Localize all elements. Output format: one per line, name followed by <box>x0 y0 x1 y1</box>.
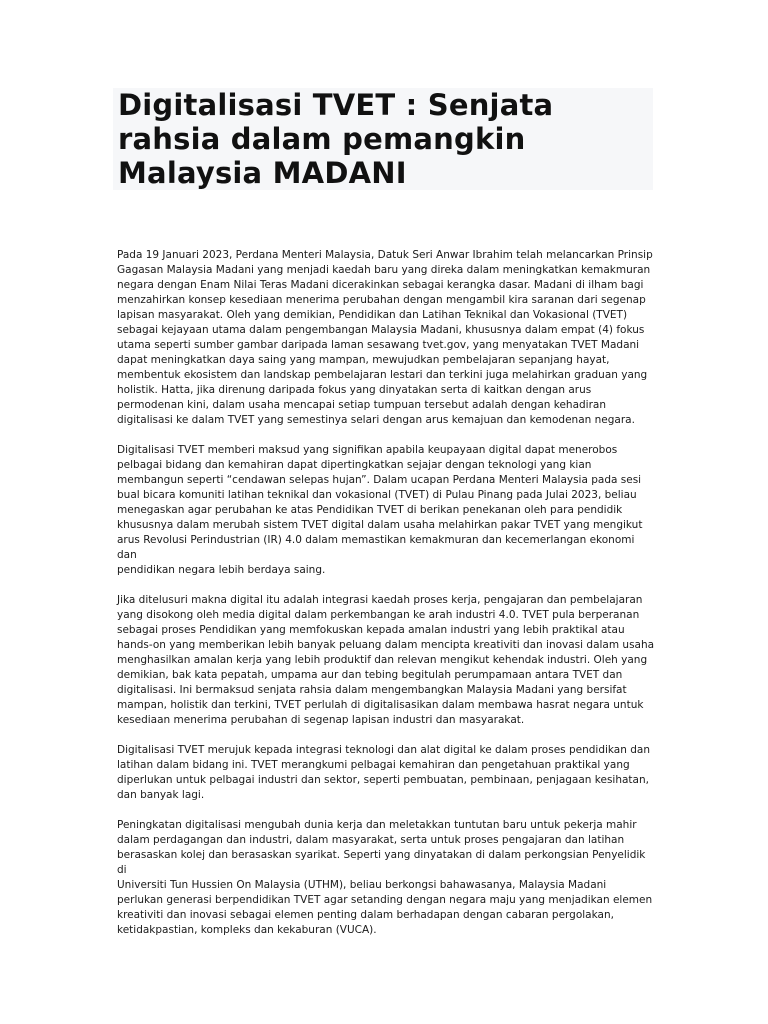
title-block <box>113 88 653 190</box>
article-title: Digitalisasi TVET : Senjata rahsia dalam pemangkin Malaysia MADANI <box>118 88 554 190</box>
paragraph-5: Peningkatan digitalisasi mengubah dunia kerja dan meletakkan tuntutan baru untuk pekerja mahir dalam perdagangan dan industri, dalam masyarakat, serta untuk proses pengajaran dan latihan berasaskan kolej dan berasaskan syarikat. Seperti yang dinyatakan di dalam perkongsian Penyelidik di Universiti Tun Hussien On Malaysia (UTHM), beliau berkongsi bahawasanya, Malaysia Madani perlukan generasi berpendidikan TVET agar setanding dengan negara maju yang menjadikan elemen kreativiti dan inovasi sebagai elemen penting dalam berhadapan dengan cabaran pergolakan, ketidakpastian, kompleks dan kekaburan (VUCA). <box>117 819 653 936</box>
paragraph-3: Jika ditelusuri makna digital itu adalah integrasi kaedah proses kerja, pengajaran dan pembelajaran yang disokong oleh media digital dalam perkembangan ke arah industri 4.0. TVET pula berperanan sebagai proses Pendidikan yang memfokuskan kepada amalan industri yang lebih praktikal atau hands-on yang memberikan lebih banyak peluang dalam mencipta kreativiti dan inovasi dalam usaha menghasilkan amalan kerja yang lebih produktif dan relevan mengikut kehendak industri. Oleh yang demikian, bak kata pepatah, umpama aur dan tebing begitulah perumpamaan antara TVET dan digitalisasi. Ini bermaksud senjata rahsia dalam mengembangkan Malaysia Madani yang bersifat mampan, holistik dan terkini, TVET perlulah di digitalisasikan dalam membawa hasrat negara untuk kesediaan menerima perubahan di segenap lapisan industri dan masyarakat. <box>117 594 655 726</box>
paragraph-4: Digitalisasi TVET merujuk kepada integrasi teknologi dan alat digital ke dalam proses pendidikan dan latihan dalam bidang ini. TVET merangkumi pelbagai kemahiran dan pengetahuan praktikal yang diperlukan untuk pelbagai industri dan sektor, seperti pembuatan, pembinaan, penjagaan kesihatan, dan banyak lagi. <box>117 744 650 801</box>
paragraph-1: Pada 19 Januari 2023, Perdana Menteri Malaysia, Datuk Seri Anwar Ibrahim telah melancarkan Prinsip Gagasan Malaysia Madani yang menjadi kaedah baru yang direka dalam meningkatkan kemakmuran negara dengan Enam Nilai Teras Madani dicerakinkan sebagai kerangka dasar. Madani di ilham bagi menzahirkan konsep kesediaan menerima perubahan dengan mengambil kira saranan dari segenap lapisan masyarakat. Oleh yang demikian, Pendidikan dan Latihan Teknikal dan Vokasional (TVET) sebagai kejayaan utama dalam pengembangan Malaysia Madani, khususnya dalam empat (4) fokus utama seperti sumber gambar daripada laman sesawang tvet.gov, yang menyatakan TVET Madani dapat meningkatkan daya saing yang mampan, mewujudkan pembelajaran sepanjang hayat, membentuk ekosistem dan landskap pembelajaran lestari dan terkini juga melahirkan graduan yang holistik. Hatta, jika direnung daripada fokus yang dinyatakan serta di kaitkan dengan arus permodenan kini, dalam usaha mencapai setiap tumpuan tersebut adalah dengan kehadiran digitalisasi ke dalam TVET yang semestinya selari dengan arus kemajuan dan kemodenan negara. <box>117 249 653 426</box>
article-body <box>117 248 657 953</box>
paragraph-2: Digitalisasi TVET memberi maksud yang signifikan apabila keupayaan digital dapat menerobos pelbagai bidang dan kemahiran dapat dipertingkatkan sejajar dengan teknologi yang kian membangun seperti “cendawan selepas hujan”. Dalam ucapan Perdana Menteri Malaysia pada sesi bual bicara komuniti latihan teknikal dan vokasional (TVET) di Pulau Pinang pada Julai 2023, beliau menegaskan agar perubahan ke atas Pendidikan TVET di berikan penekanan oleh para pendidik khususnya dalam merubah sistem TVET digital dalam usaha melahirkan pakar TVET yang mengikut arus Revolusi Perindustrian (IR) 4.0 dalam memastikan kemakmuran dan kecemerlangan ekonomi dan pendidikan negara lebih berdaya saing. <box>117 444 643 576</box>
